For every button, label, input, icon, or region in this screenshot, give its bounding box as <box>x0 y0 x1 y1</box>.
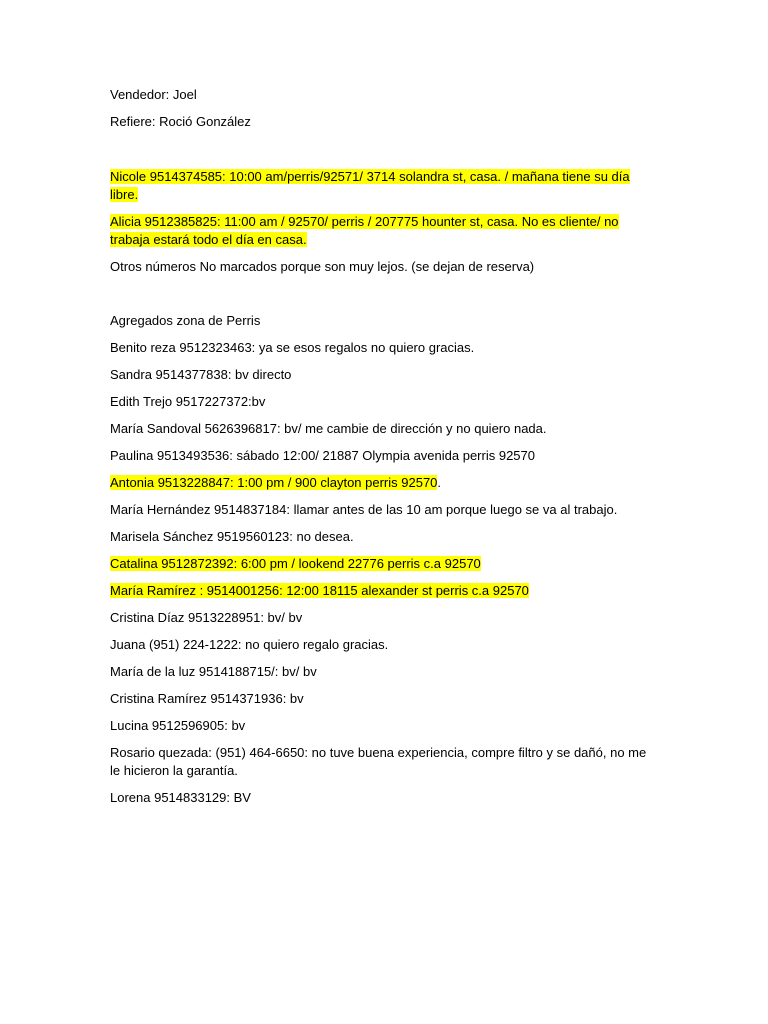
entry-text: María de la luz 9514188715/: bv/ bv <box>110 664 317 679</box>
appointment-text: Nicole 9514374585: 10:00 am/perris/92571/ 3714 solandra st, casa. / mañana tiene su día libre. <box>110 169 630 202</box>
entry-suffix: . <box>437 475 442 490</box>
vendedor-text: Vendedor: Joel <box>110 87 197 102</box>
entry-text: Marisela Sánchez 9519560123: no desea. <box>110 529 354 544</box>
entry-text: María Sandoval 5626396817: bv/ me cambie de dirección y no quiero nada. <box>110 421 547 436</box>
entry-text: Sandra 9514377838: bv directo <box>110 367 292 382</box>
entry-text: Lucina 9512596905: bv <box>110 718 246 733</box>
entry-line <box>110 393 658 411</box>
document-body <box>110 86 658 807</box>
vendedor-line <box>110 86 658 104</box>
entry-text: María Hernández 9514837184: llamar antes de las 10 am porque luego se va al trabajo. <box>110 502 618 517</box>
entry-line <box>110 690 658 708</box>
appointment-text: Alicia 9512385825: 11:00 am / 92570/ perris / 207775 hounter st, casa. No es cliente/ no trabaja estará todo el día en casa. <box>110 214 619 247</box>
entry-text: Cristina Díaz 9513228951: bv/ bv <box>110 610 303 625</box>
entry-text: Cristina Ramírez 9514371936: bv <box>110 691 304 706</box>
entry-text: Catalina 9512872392: 6:00 pm / lookend 22776 perris c.a 92570 <box>110 556 481 571</box>
entry-text: Antonia 9513228847: 1:00 pm / 900 clayton perris 92570 <box>110 475 438 490</box>
entry-text: Benito reza 9512323463: ya se esos regalos no quiero gracias. <box>110 340 475 355</box>
entry-line <box>110 636 658 654</box>
refiere-text: Refiere: Roció González <box>110 114 251 129</box>
entry-text: María Ramírez : 9514001256: 12:00 18115 alexander st perris c.a 92570 <box>110 583 529 598</box>
appointment-paragraph <box>110 168 658 204</box>
entry-line <box>110 555 658 573</box>
reserve-note <box>110 258 658 276</box>
entry-line <box>110 663 658 681</box>
entry-text: Rosario quezada: (951) 464-6650: no tuve buena experiencia, compre filtro y se dañó, no me le hicieron la garantía. <box>110 745 647 778</box>
entry-line <box>110 744 658 780</box>
reserve-note-text: Otros números No marcados porque son muy lejos. (se dejan de reserva) <box>110 259 535 274</box>
entry-line <box>110 501 658 519</box>
entry-line <box>110 339 658 357</box>
entry-text: Paulina 9513493536: sábado 12:00/ 21887 Olympia avenida perris 92570 <box>110 448 535 463</box>
section-title <box>110 312 658 330</box>
entry-line <box>110 420 658 438</box>
entry-text: Edith Trejo 9517227372:bv <box>110 394 266 409</box>
entry-line <box>110 366 658 384</box>
section-title-text: Agregados zona de Perris <box>110 313 261 328</box>
entry-text: Juana (951) 224-1222: no quiero regalo gracias. <box>110 637 389 652</box>
entry-line <box>110 789 658 807</box>
entry-line <box>110 447 658 465</box>
entry-line <box>110 609 658 627</box>
appointment-paragraph <box>110 213 658 249</box>
refiere-line <box>110 113 658 131</box>
entry-line <box>110 528 658 546</box>
entry-line <box>110 717 658 735</box>
entry-line <box>110 582 658 600</box>
entry-line <box>110 474 658 492</box>
entry-text: Lorena 9514833129: BV <box>110 790 251 805</box>
